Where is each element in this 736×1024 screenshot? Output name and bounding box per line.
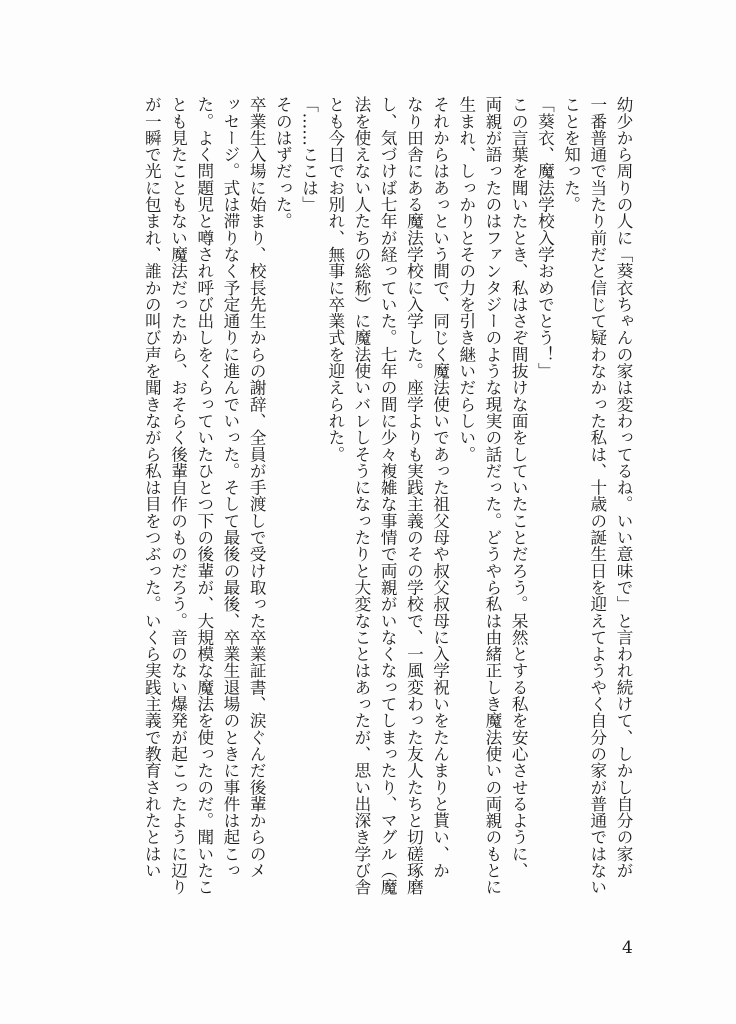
text-line: なり田舎にある魔法学校に入学した。座学よりも実践主義のその学校で、一風変わった友人たちと切磋琢磨 xyxy=(404,96,424,896)
text-line: た。よく問題児と噂され呼び出しをくらっていたひとつ下の後輩が、大規模な魔法を使ったのだ。聞いたこ xyxy=(194,96,214,896)
vertical-text-body xyxy=(138,96,636,916)
text-line: ッセージ。式は滞りなく予定通りに進んでいった。そして最後の最後、卒業生退場のときに事件は起こっ xyxy=(220,96,240,879)
text-line: 一番普通で当たり前だと信じて疑わなかった私は、十歳の誕生日を迎えてようやく自分の家が普通ではない xyxy=(587,96,607,896)
text-line: が一瞬で光に包まれ、誰かの叫び声を聞きながら私は目をつぶった。いくら実践主義で教育されたとはい xyxy=(142,96,162,879)
text-line: 法を使えない人たちの総称）に魔法使いバレしそうになったりと大変なことはあったが、思い出深き学び舎 xyxy=(351,96,371,896)
text-line: とも見たこともない魔法だったから、おそらく後輩自作のものだろう。音のない爆発が起こったように辺り xyxy=(168,96,188,896)
text-line: 「……ここは」 xyxy=(299,96,319,213)
text-line: ことを知った。 xyxy=(561,96,581,213)
text-line: 生まれ、しっかりとその力を引き継いだらしい。 xyxy=(456,96,476,463)
text-line: そのはずだった。 xyxy=(273,96,293,230)
text-line: とも今日でお別れ、無事に卒業式を迎えられた。 xyxy=(325,96,345,463)
text-line: 幼少から周りの人に「葵衣ちゃんの家は変わってるね。いい意味で」と言われ続けて、しかし自分の家が xyxy=(614,96,633,879)
text-line: 両親が語ったのはファンタジーのような現実の話だった。どうやら私は由緒正しき魔法使いの両親のもとに xyxy=(482,96,502,896)
text-line: 卒業生入場に始まり、校長先生からの謝辞、全員が手渡しで受け取った卒業証書、涙ぐんだ後輩からのメ xyxy=(247,96,267,879)
page-number: 4 xyxy=(622,938,633,958)
text-line: し、気づけば七年が経っていた。七年の間に少々複雑な事情で両親がいなくなってしまったり、マグル（魔 xyxy=(378,96,398,896)
text-line: 「葵衣、魔法学校入学おめでとう！」 xyxy=(535,96,555,380)
text-line: それからはあっという間で、同じく魔法使いであった祖父母や叔父叔母に入学祝いをたんまりと貰い、か xyxy=(430,96,450,879)
text-line: この言葉を聞いたとき、私はさぞ間抜けな面をしていたことだろう。呆然とする私を安心させるように、 xyxy=(509,96,529,879)
